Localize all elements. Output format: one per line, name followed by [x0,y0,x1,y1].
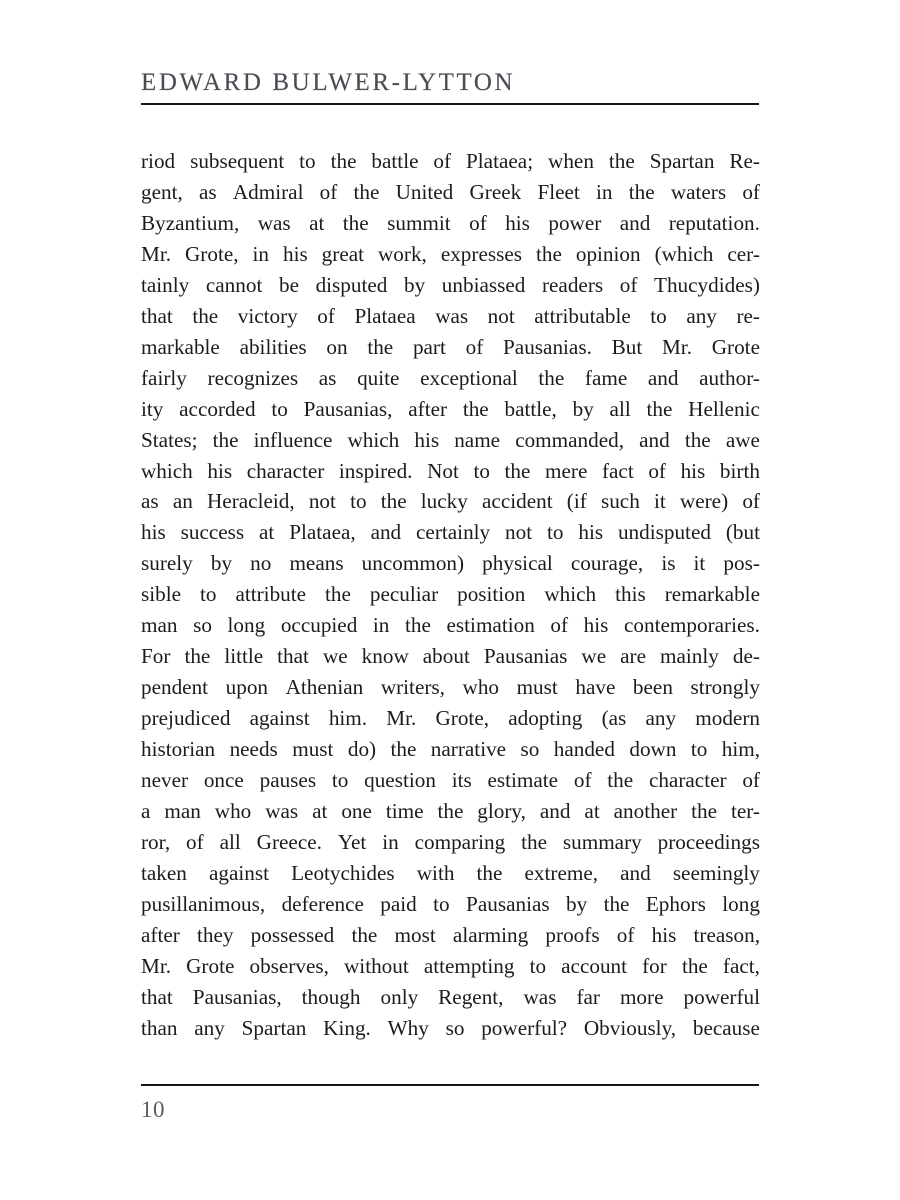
body-line: States; the influence which his name commanded, and the awe [141,427,760,452]
body-line: pendent upon Athenian writers, who must have been strongly [141,675,760,700]
body-line: Byzantium, was at the summit of his power and reputation. [141,210,760,235]
page-number: 10 [141,1097,165,1122]
body-line: markable abilities on the part of Pausanias. But Mr. Grote [141,334,760,359]
body-line: which his character inspired. Not to the mere fact of his birth [141,458,760,483]
footer-rule [141,1084,759,1086]
body-line: historian needs must do) the narrative so handed down to him, [141,737,760,762]
running-head-title: EDWARD BULWER-LYTTON [141,69,516,96]
body-line: his success at Plataea, and certainly not to his undisputed (but [141,520,760,545]
body-line: pusillanimous, deference paid to Pausanias by the Ephors long [141,891,760,916]
body-line: riod subsequent to the battle of Plataea; when the Spartan Re- [141,149,760,173]
body-line: that the victory of Plataea was not attributable to any re- [141,303,760,328]
body-line: man so long occupied in the estimation of his contemporaries. [141,613,760,638]
body-line: after they possessed the most alarming proofs of his treason, [141,922,760,947]
body-line: never once pauses to question its estimate of the character of [141,768,760,793]
body-line: surely by no means uncommon) physical courage, is it pos- [141,551,760,576]
running-head [141,68,759,98]
body-line: than any Spartan King. Why so powerful? Obviously, because [141,1015,760,1040]
body-line: that Pausanias, though only Regent, was far more powerful [141,984,760,1009]
body-line: gent, as Admiral of the United Greek Fleet in the waters of [141,179,760,204]
body-line: fairly recognizes as quite exceptional the fame and author- [141,365,760,390]
body-line: Mr. Grote, in his great work, expresses the opinion (which cer- [141,241,760,266]
header-rule [141,103,759,105]
body-line: Mr. Grote observes, without attempting to account for the fact, [141,953,760,978]
body-line: taken against Leotychides with the extreme, and seemingly [141,860,760,885]
body-line: prejudiced against him. Mr. Grote, adopting (as any modern [141,706,760,731]
body-line: a man who was at one time the glory, and at another the ter- [141,799,760,824]
body-line: For the little that we know about Pausanias we are mainly de- [141,644,760,669]
body-line: tainly cannot be disputed by unbiassed readers of Thucydides) [141,272,760,297]
body-line: as an Heracleid, not to the lucky accident (if such it were) of [141,489,760,514]
body-line: sible to attribute the peculiar position which this remarkable [141,582,760,607]
body-line: ity accorded to Pausanias, after the battle, by all the Hellenic [141,396,760,421]
body-text-column [141,146,760,1044]
body-line: ror, of all Greece. Yet in comparing the summary proceedings [141,829,760,854]
